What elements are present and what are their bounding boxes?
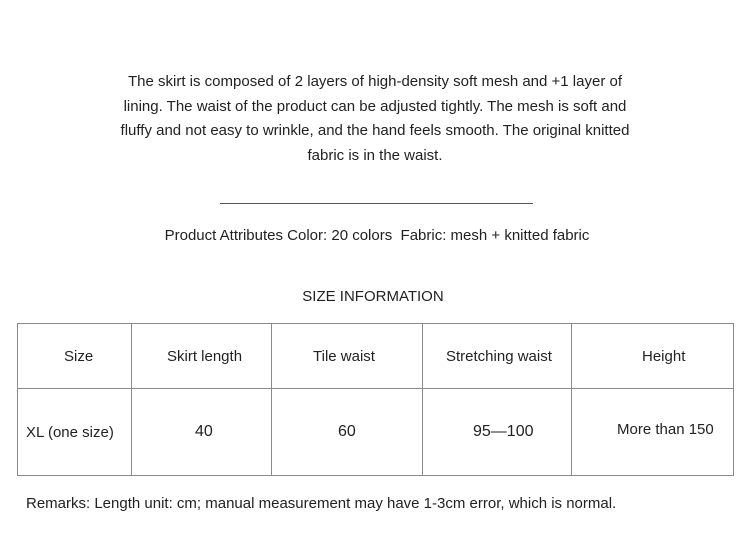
size-information-title: SIZE INFORMATION (302, 288, 444, 305)
description-line: lining. The waist of the product can be adjusted tightly. The mesh is soft and (123, 97, 627, 115)
table-row (18, 389, 734, 476)
cell-skirt-length: 40 (132, 389, 272, 476)
size-table (17, 323, 734, 476)
header-cell-stretching-waist: Stretching waist (423, 324, 572, 389)
cell-size: XL (one size) (18, 389, 132, 476)
header-cell-size: Size (18, 324, 132, 389)
header-cell-height: Height (572, 324, 734, 389)
description-line: The skirt is composed of 2 layers of high-density soft mesh and +1 layer of (128, 73, 622, 90)
remarks: Remarks: Length unit: cm; manual measurement may have 1-3cm error, which is normal. (26, 495, 617, 512)
description-line: fluffy and not easy to wrinkle, and the hand feels smooth. The original knitted (120, 122, 630, 139)
cell-tile-waist: 60 (272, 389, 423, 476)
table-header-row (18, 324, 734, 389)
product-description (95, 70, 655, 168)
cell-height: More than 150 (572, 389, 734, 476)
product-attributes: Product Attributes Color: 20 colors Fabric: mesh + knitted fabric (164, 227, 590, 244)
description-line: fabric is in the waist. (307, 146, 443, 164)
cell-stretching-waist: 95—100 (423, 389, 572, 476)
header-cell-tile-waist: Tile waist (272, 324, 423, 389)
header-cell-skirt-length: Skirt length (132, 324, 272, 389)
divider (220, 203, 533, 204)
